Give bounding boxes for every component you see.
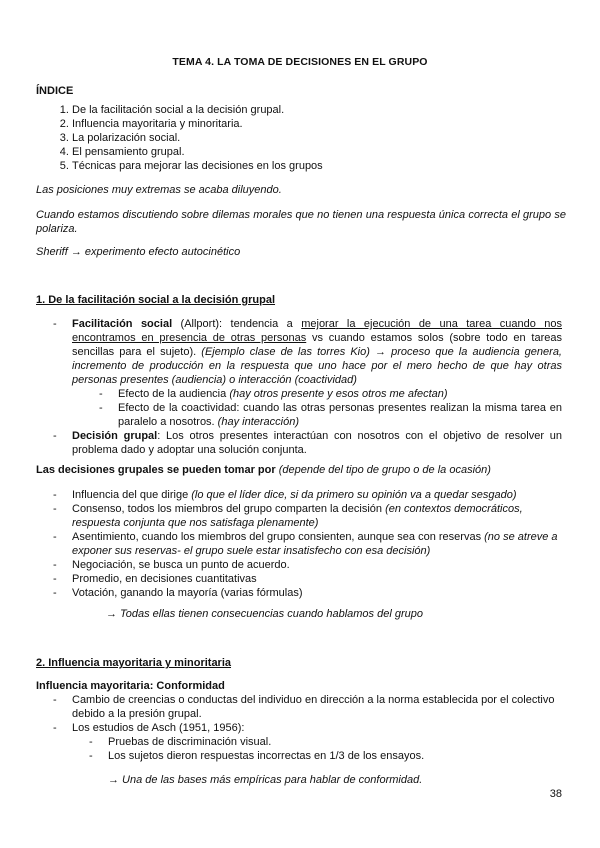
facilitation-text: (Allport): tendencia a — [172, 318, 302, 330]
asch-item — [72, 721, 562, 763]
decision-method-text: Negociación, se busca un punto de acuerdo. — [72, 559, 290, 571]
group-decision-item — [72, 429, 562, 457]
sub-item-italic: (hay interacción) — [217, 416, 299, 428]
decisions-note: (depende del tipo de grupo o de la ocasión) — [275, 464, 491, 476]
conformity-item: - Cambio de creencias o conductas del individuo en dirección a la norma establecida por el colectivo debido a la presión grupal. — [72, 693, 562, 721]
decision-method — [72, 502, 562, 530]
facilitation-underlined: mejorar la ejecución de una tarea cuando nos encontramos en presencia de otras personas — [72, 318, 562, 344]
decision-method-text: Votación, ganando la mayoría (varias fórmulas) — [72, 587, 303, 599]
facilitation-text-2: vs cuando estamos solos (sobre todo en tareas sencillas para el sujeto). — [72, 332, 562, 358]
conformity-subheading: Influencia mayoritaria: Conformidad — [36, 680, 225, 692]
facilitation-term: Facilitación social — [72, 318, 173, 330]
decision-method — [72, 586, 562, 600]
facilitation-item — [72, 317, 562, 429]
decision-method — [72, 558, 562, 572]
section-2-arrow-note: → Una de las bases más empíricas para hablar de conformidad. — [108, 774, 423, 786]
group-decision-term: Decisión grupal — [72, 430, 158, 442]
asch-sublist — [108, 735, 562, 763]
asch-text: Los estudios de Asch (1951, 1956): — [72, 722, 245, 734]
index-item: 4. El pensamiento grupal. — [72, 145, 472, 159]
decision-method — [72, 488, 562, 502]
decision-method-italic: (en contextos democráticos, respuesta conjunta que nos satisfaga plenamente) — [72, 503, 523, 529]
index-list — [52, 103, 472, 173]
sub-item-text: Efecto de la audiencia — [118, 388, 230, 400]
index-item: 3. La polarización social. — [72, 131, 472, 145]
sub-item-coaction — [118, 401, 562, 429]
decision-method-text: Influencia del que dirige — [72, 489, 192, 501]
section-2-list — [72, 693, 562, 763]
decision-method-text: Consenso, todos los miembros del grupo comparten la decisión — [72, 503, 386, 515]
index-item: 5. Técnicas para mejorar las decisiones en los grupos — [72, 159, 472, 173]
decisions-list — [72, 488, 562, 600]
decision-method-italic: (no se atreve a exponer sus reservas- el grupo suele estar insatisfecho con esa decisión) — [72, 531, 558, 557]
note-moral-dilemmas: Cuando estamos discutiendo sobre dilemas morales que no tienen una respuesta única correcta el grupo se polariza. — [36, 209, 566, 235]
index-item: 1. De la facilitación social a la decisión grupal. — [72, 103, 472, 117]
section-1-heading: 1. De la facilitación social a la decisión grupal — [36, 294, 276, 306]
sub-item-italic: (hay otros presente y esos otros me afectan) — [229, 388, 448, 400]
note-sheriff: Sheriff → experimento efecto autocinético — [36, 246, 241, 258]
document-title: TEMA 4. LA TOMA DE DECISIONES EN EL GRUPO — [172, 56, 428, 68]
section-1-list — [72, 317, 562, 457]
asch-sub-item: - Los sujetos dieron respuestas incorrectas en 1/3 de los ensayos. — [108, 749, 562, 763]
decision-method-text: Asentimiento, cuando los miembros del grupo consienten, aunque sea con reservas — [72, 531, 485, 543]
decision-method — [72, 530, 562, 558]
decision-method — [72, 572, 562, 586]
group-decision-text: : Los otros presentes interactúan con nosotros con el objetivo de resolver un problema dado y adoptar una solución conjunta. — [72, 430, 562, 456]
section-1-arrow-note: → Todas ellas tienen consecuencias cuando hablamos del grupo — [106, 608, 423, 620]
asch-sub-item: - Pruebas de discriminación visual. — [108, 735, 562, 749]
sub-item-text: Efecto de la coactividad: cuando las otras personas presentes realizan la misma tarea en paralelo a nosotros. — [118, 402, 562, 428]
index-item: 2. Influencia mayoritaria y minoritaria. — [72, 117, 472, 131]
decision-method-text: Promedio, en decisiones cuantitativas — [72, 573, 257, 585]
decisions-heading: Las decisiones grupales se pueden tomar por — [36, 464, 276, 476]
index-heading: ÍNDICE — [36, 85, 74, 97]
facilitation-italic-note: (Ejemplo clase de las torres Kio) → proceso que la audiencia genera, incremento de producción en la respuesta que uno hace por el mero hecho de que hay otras personas presentes (audiencia) o interacción (coactividad) — [72, 346, 562, 386]
decision-method-italic: (lo que el líder dice, si da primero su opinión va a quedar sesgado) — [191, 489, 517, 501]
facilitation-sublist — [118, 387, 562, 429]
decisions-heading-line — [36, 463, 566, 477]
page-number: 38 — [549, 788, 562, 800]
section-2-heading: 2. Influencia mayoritaria y minoritaria — [36, 657, 232, 669]
sub-item-audience — [118, 387, 562, 401]
note-extreme-positions: Las posiciones muy extremas se acaba diluyendo. — [36, 184, 282, 196]
